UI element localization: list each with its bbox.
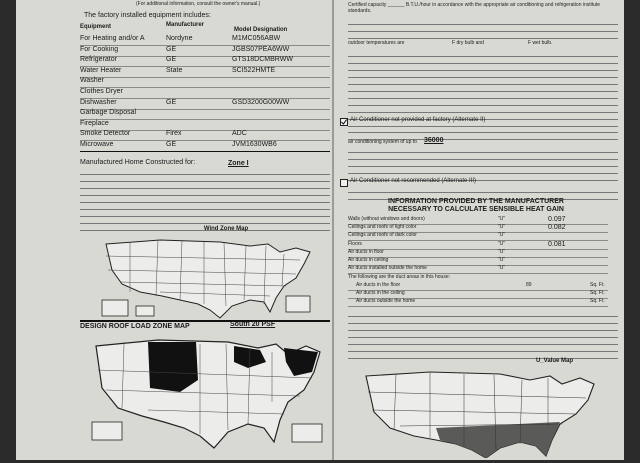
equipment-name: Washer	[80, 77, 104, 85]
factory-title: The factory installed equipment includes:	[84, 12, 211, 19]
heat-gain-key: "U"	[498, 248, 506, 255]
roof-divider	[80, 320, 330, 322]
wind-zone-map	[100, 234, 320, 320]
cooling-paragraph	[348, 18, 618, 39]
zone-label: Manufactured Home Constructed for:	[80, 159, 196, 166]
equipment-model: M1MC056ABW	[232, 35, 281, 42]
equipment-manufacturer: Nordyne	[166, 35, 193, 42]
equipment-model: GTS18DCMBRWW	[232, 56, 293, 64]
orientation-paragraph	[348, 50, 618, 127]
equipment-model: JVM1630WB6	[232, 141, 277, 148]
equipment-name: Water Heater	[80, 66, 122, 74]
alternate-iii-checkbox[interactable]	[340, 179, 348, 187]
heat-gain-label: Air ducts installed outside the home	[348, 265, 427, 272]
heat-gain-label: Air ducts in ceiling	[348, 257, 389, 263]
equipment-manufacturer: GE	[166, 141, 177, 148]
heat-gain-key: "U"	[498, 224, 506, 231]
heat-gain-row	[348, 265, 608, 274]
heat-gain-key: "U"	[498, 265, 506, 272]
roof-load-map	[88, 332, 328, 452]
duct-value: 89	[526, 282, 532, 288]
equipment-model: JGBS07PEA6WW	[232, 45, 290, 53]
equipment-model: ADC	[232, 130, 247, 138]
capacity-value: 36000	[424, 137, 444, 144]
col-header-manufacturer: Manufacturer	[166, 22, 205, 28]
header-note: (For additional information, consult the owner's manual.)	[136, 1, 261, 7]
equipment-name: Smoke Detector	[80, 130, 131, 138]
certificate-sheet	[16, 0, 624, 460]
heat-gain-key: "U"	[498, 240, 506, 247]
heat-gain-value: 0.081	[548, 240, 566, 248]
alternate-ii-label: Air Conditioner not provided at factory (Alternate II)	[350, 117, 486, 123]
equipment-name: Microwave	[80, 141, 114, 148]
btu-paragraph	[348, 310, 618, 359]
heat-gain-value: 0.082	[548, 224, 566, 232]
heat-gain-value: 0.097	[548, 216, 566, 223]
equipment-manufacturer: State	[166, 66, 183, 74]
wind-map-title: Wind Zone Map	[203, 226, 249, 232]
equipment-manufacturer: GE	[166, 56, 177, 64]
equipment-name: Garbage Disposal	[80, 109, 137, 117]
equipment-manufacturer: Firex	[166, 130, 182, 138]
equipment-name: Dishwasher	[80, 98, 117, 106]
duct-area-row	[348, 298, 608, 307]
heat-gain-key: "U"	[498, 257, 506, 263]
heat-gain-label: Ceilings and roofs of dark color	[348, 232, 417, 239]
heat-gain-label: Ceilings and roofs of light color	[348, 224, 417, 231]
duct-unit: Sq. Ft.	[590, 282, 605, 288]
equipment-manufacturer: GE	[166, 45, 177, 53]
duct-label: Air ducts outside the home	[356, 298, 416, 305]
certified-capacity-text: Certified capacity ______ B.T.U./hour in accordance with the appropriate air conditioning and refrigeration institute standards.	[348, 2, 601, 15]
roof-load-value: South 20 PSF	[230, 321, 276, 328]
duct-unit: Sq. Ft.	[590, 290, 605, 297]
heat-gain-key: "U"	[498, 216, 506, 222]
heat-gain-label: Walls (without windows and doors)	[348, 216, 425, 222]
heat-gain-label: Air ducts in floor	[348, 248, 384, 255]
u-value-map	[360, 366, 600, 458]
alternate-ii-paragraph	[348, 126, 618, 140]
duct-label: Air ducts in the ceiling	[356, 290, 405, 297]
capacity-paragraph	[348, 146, 618, 181]
alternate-iii-label: Air Conditioner not recommended (Alternate III)	[350, 178, 477, 184]
wind-zone-paragraph	[80, 168, 330, 231]
equipment-model: GSD3200G00WW	[232, 98, 290, 106]
zone-value: Zone I	[228, 160, 249, 167]
equipment-model: SCI522HMTE	[232, 66, 276, 74]
duct-intro: The following are the duct areas in this house:	[348, 274, 451, 280]
equipment-manufacturer: GE	[166, 98, 177, 106]
u-value-map-title: U_Value Map	[536, 358, 574, 364]
alternate-ii-checkbox[interactable]	[340, 118, 348, 126]
col-header-model: Model Designation	[234, 27, 288, 33]
heat-gain-label: Floors	[348, 240, 362, 247]
equipment-name: Fireplace	[80, 119, 109, 127]
duct-label: Air ducts in the floor	[356, 282, 401, 288]
wet-bulb-label: F wet bulb.	[528, 40, 553, 46]
capacity-label: air conditioning system of up to	[348, 139, 417, 145]
equipment-name: Clothes Dryer	[80, 88, 123, 95]
dry-bulb-label: F dry bulb and	[452, 40, 484, 46]
column-divider	[332, 0, 334, 460]
equipment-name: For Heating and/or A	[80, 35, 145, 42]
divider-line	[80, 151, 330, 152]
equipment-name: For Cooking	[80, 45, 119, 53]
outdoor-label: outdoor temperatures are	[348, 40, 405, 46]
heat-gain-key: "U"	[498, 232, 506, 239]
col-header-equipment: Equipment	[80, 24, 111, 30]
roof-map-title: DESIGN ROOF LOAD ZONE MAP	[80, 323, 190, 330]
info-title: INFORMATION PROVIDED BY THE MANUFACTURER NECESSARY TO CALCULATE SENSIBLE HEAT GAIN	[388, 198, 564, 213]
duct-unit: Sq. Ft.	[590, 298, 605, 305]
equipment-name: Refrigerator	[80, 56, 117, 64]
